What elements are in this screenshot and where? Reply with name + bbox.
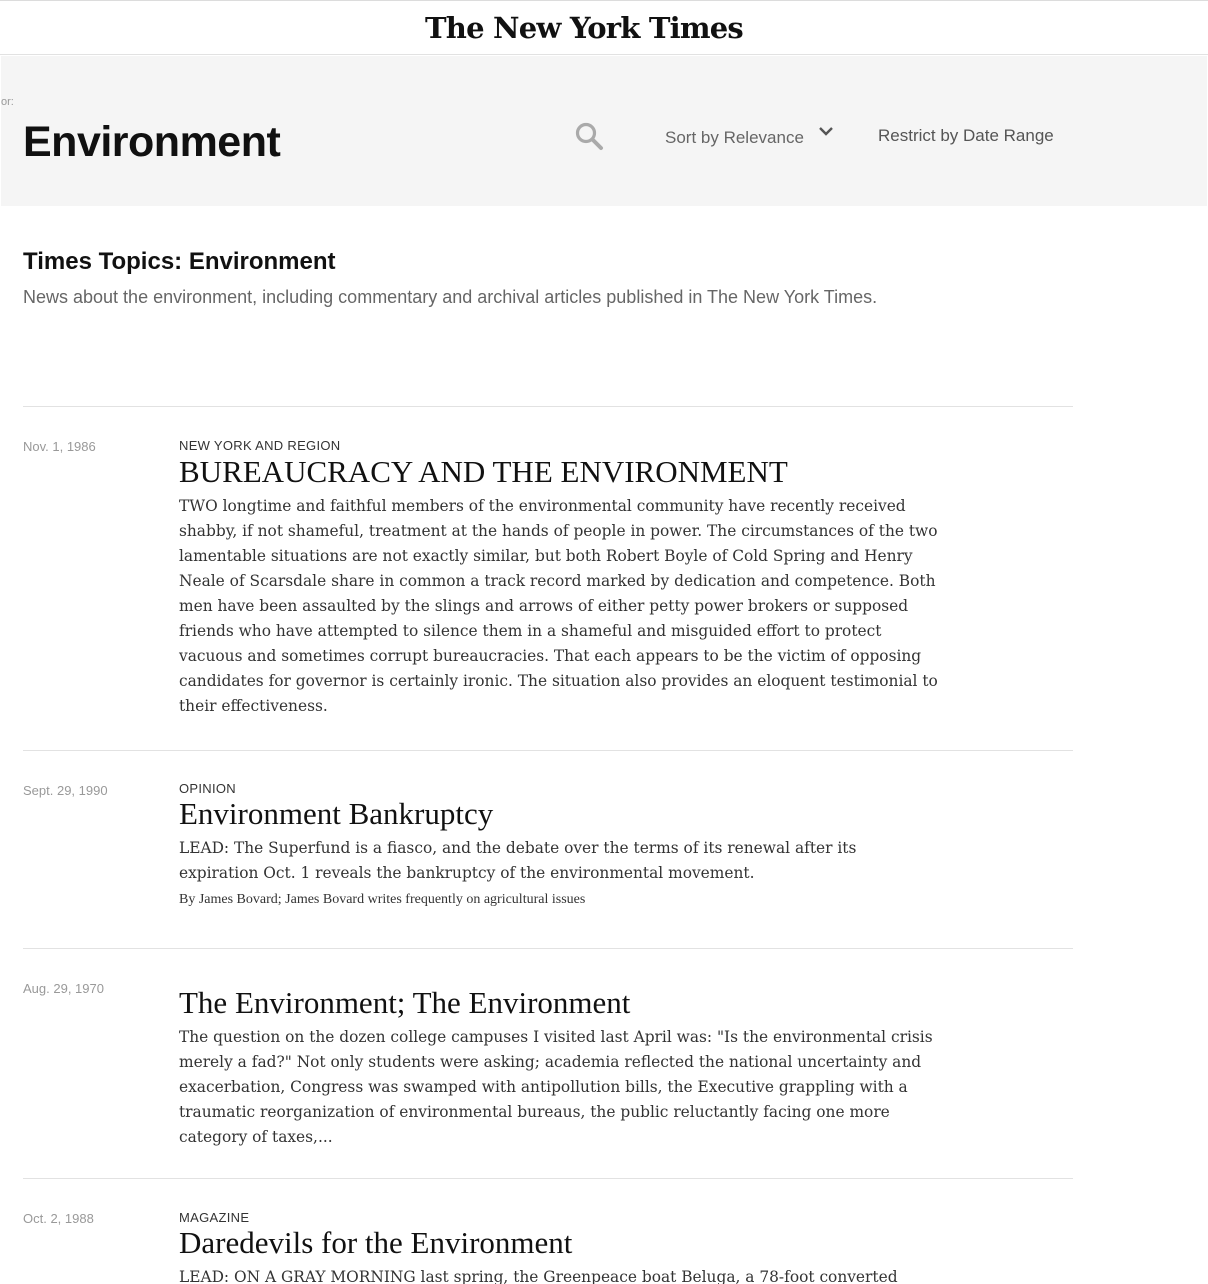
results-list (23, 406, 1073, 1284)
result-item (23, 1178, 1073, 1284)
result-headline[interactable]: Environment Bankruptcy (179, 796, 494, 831)
sort-dropdown[interactable]: Sort by Relevance (665, 128, 804, 147)
result-summary: The question on the dozen college campuses I visited last April was: "Is the environmental crisis merely a fad?" Not only students were asking; academia reflected the national uncertainty and exacerbation, Congress was swamped with antipollution bills, the Executive grappling with a traumatic reorganization of environmental bureaus, the public reluctantly facing one more category of taxes,... (179, 1028, 933, 1146)
result-summary: LEAD: The Superfund is a fiasco, and the debate over the terms of its renewal after its expiration Oct. 1 reveals the bankruptcy of the environmental movement. (179, 839, 857, 882)
nyt-logo[interactable]: The New York Times (425, 11, 743, 45)
result-section[interactable]: NEW YORK AND REGION (179, 438, 341, 453)
result-section[interactable]: MAGAZINE (179, 1210, 250, 1225)
result-headline[interactable]: The Environment; The Environment (179, 985, 631, 1020)
result-headline[interactable]: BUREAUCRACY AND THE ENVIRONMENT (179, 454, 788, 489)
result-byline: By James Bovard; James Bovard writes frequently on agricultural issues (179, 892, 586, 907)
result-date: Nov. 1, 1986 (23, 439, 96, 454)
result-item (23, 406, 1073, 750)
result-date: Oct. 2, 1988 (23, 1211, 94, 1226)
date-range-filter[interactable]: Restrict by Date Range (878, 126, 1054, 145)
result-item (23, 750, 1073, 948)
topic-description: News about the environment, including commentary and archival articles published in The New York Times. (23, 287, 878, 307)
search-header (1, 56, 1207, 206)
result-summary: LEAD: ON A GRAY MORNING last spring, the Greenpeace boat Beluga, a 78-foot converted (179, 1268, 898, 1284)
result-date: Sept. 29, 1990 (23, 783, 108, 798)
result-headline[interactable]: Daredevils for the Environment (179, 1225, 573, 1260)
search-icon[interactable] (574, 121, 604, 151)
result-item (23, 948, 1073, 1178)
result-section[interactable]: OPINION (179, 781, 236, 796)
search-query[interactable]: Environment (23, 118, 281, 166)
result-summary: TWO longtime and faithful members of the environmental community have recently received shabby, if not shameful, treatment at the hands of people in power. The circumstances of the two lamentable situations are not exactly similar, but both Robert Boyle of Cold Spring and Henry Neale of Scarsdale share in common a track record marked by dedication and competence. Both men have been assaulted by the slings and arrows of either petty power brokers or supposed friends who have attempted to silence them in a shameful and misguided effort to protect vacuous and sometimes corrupt bureaucracies. That each appears to be the victim of opposing candidates for governor is certainly ironic. The situation also provides an eloquent testimonial to their effectiveness. (179, 497, 938, 715)
masthead (0, 0, 1208, 55)
topic-title: Times Topics: Environment (23, 248, 336, 275)
search-for-label: or: (1, 96, 14, 108)
result-date: Aug. 29, 1970 (23, 981, 104, 996)
chevron-down-icon[interactable] (817, 125, 835, 139)
